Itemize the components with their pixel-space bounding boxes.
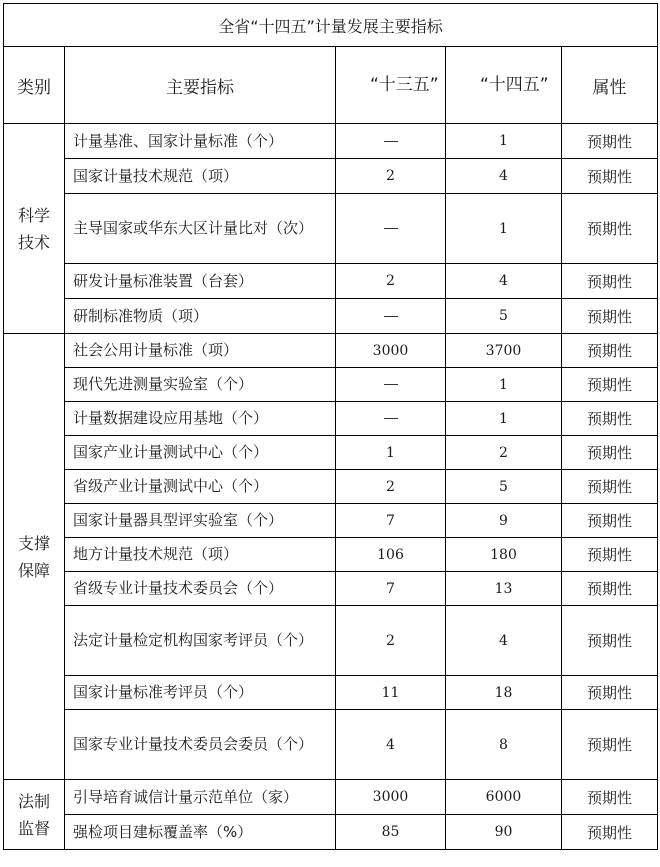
indicator-cell: 省级产业计量测试中心（个） bbox=[65, 470, 336, 504]
indicator-cell: 计量基准、国家计量标准（个） bbox=[65, 124, 336, 159]
table-row bbox=[4, 470, 658, 504]
plan14-cell: 13 bbox=[446, 572, 562, 606]
indicator-cell: 国家计量技术规范（项） bbox=[65, 159, 336, 194]
plan13-cell: 106 bbox=[336, 538, 446, 572]
plan14-cell: 8 bbox=[446, 710, 562, 780]
category-cell bbox=[4, 780, 65, 850]
table-row bbox=[4, 124, 658, 159]
attribute-cell: 预期性 bbox=[562, 368, 658, 402]
table-row bbox=[4, 606, 658, 676]
plan13-cell: 2 bbox=[336, 606, 446, 676]
table-row bbox=[4, 676, 658, 710]
table-row bbox=[4, 504, 658, 538]
plan13-cell: 3000 bbox=[336, 780, 446, 815]
plan13-cell bbox=[336, 402, 446, 436]
plan14-cell: 4 bbox=[446, 264, 562, 299]
indicator-cell: 国家产业计量测试中心（个） bbox=[65, 436, 336, 470]
dash-mark bbox=[384, 141, 398, 142]
plan13-cell: 4 bbox=[336, 710, 446, 780]
attribute-cell: 预期性 bbox=[562, 538, 658, 572]
plan13-cell bbox=[336, 194, 446, 264]
table-row bbox=[4, 402, 658, 436]
plan14-cell: 3700 bbox=[446, 334, 562, 368]
attribute-cell: 预期性 bbox=[562, 402, 658, 436]
attribute-cell: 预期性 bbox=[562, 606, 658, 676]
dash-mark bbox=[384, 228, 398, 229]
indicator-cell: 计量数据建设应用基地（个） bbox=[65, 402, 336, 436]
attribute-cell: 预期性 bbox=[562, 334, 658, 368]
plan13-cell: 2 bbox=[336, 470, 446, 504]
category-label: 技术 bbox=[17, 232, 50, 252]
table-row bbox=[4, 815, 658, 850]
attribute-cell: 预期性 bbox=[562, 194, 658, 264]
plan13-cell: 11 bbox=[336, 676, 446, 710]
indicator-cell: 研发计量标准装置（台套） bbox=[65, 264, 336, 299]
attribute-cell: 预期性 bbox=[562, 815, 658, 850]
attribute-cell: 预期性 bbox=[562, 676, 658, 710]
plan14-cell: 6000 bbox=[446, 780, 562, 815]
table-title: 全省“十四五”计量发展主要指标 bbox=[4, 4, 658, 47]
header-indicator: 主要指标 bbox=[65, 47, 336, 124]
header-category: 类别 bbox=[4, 47, 65, 124]
indicator-cell: 省级专业计量技术委员会（个） bbox=[65, 572, 336, 606]
plan13-cell: 85 bbox=[336, 815, 446, 850]
attribute-cell: 预期性 bbox=[562, 124, 658, 159]
indicator-cell: 法定计量检定机构国家考评员（个） bbox=[65, 606, 336, 676]
plan13-cell bbox=[336, 368, 446, 402]
header-attribute: 属性 bbox=[562, 47, 658, 124]
plan14-cell: 1 bbox=[446, 368, 562, 402]
attribute-cell: 预期性 bbox=[562, 299, 658, 334]
table-row bbox=[4, 194, 658, 264]
attribute-cell: 预期性 bbox=[562, 504, 658, 538]
attribute-cell: 预期性 bbox=[562, 572, 658, 606]
indicator-cell: 社会公用计量标准（项） bbox=[65, 334, 336, 368]
category-label: 支撑 bbox=[17, 533, 50, 553]
plan14-cell: 1 bbox=[446, 402, 562, 436]
indicators-table bbox=[3, 3, 658, 850]
plan14-cell: 5 bbox=[446, 470, 562, 504]
dash-mark bbox=[384, 316, 398, 317]
plan13-cell bbox=[336, 124, 446, 159]
table-row bbox=[4, 436, 658, 470]
indicator-cell: 现代先进测量实验室（个） bbox=[65, 368, 336, 402]
plan14-cell: 5 bbox=[446, 299, 562, 334]
plan14-cell: 1 bbox=[446, 194, 562, 264]
table-row bbox=[4, 368, 658, 402]
indicator-cell: 强检项目建标覆盖率（%） bbox=[65, 815, 336, 850]
plan13-cell: 2 bbox=[336, 159, 446, 194]
plan14-cell: 4 bbox=[446, 606, 562, 676]
plan14-cell: 4 bbox=[446, 159, 562, 194]
indicator-cell: 国家计量标准考评员（个） bbox=[65, 676, 336, 710]
plan13-cell: 7 bbox=[336, 504, 446, 538]
plan14-cell: 2 bbox=[446, 436, 562, 470]
table-row bbox=[4, 710, 658, 780]
category-cell bbox=[4, 334, 65, 780]
header-row bbox=[4, 47, 658, 124]
plan13-cell bbox=[336, 299, 446, 334]
attribute-cell: 预期性 bbox=[562, 470, 658, 504]
category-label: 科学 bbox=[17, 205, 50, 225]
plan14-cell: 180 bbox=[446, 538, 562, 572]
header-plan13: “十三五” bbox=[336, 47, 446, 124]
table-row bbox=[4, 538, 658, 572]
plan14-cell: 9 bbox=[446, 504, 562, 538]
attribute-cell: 预期性 bbox=[562, 780, 658, 815]
attribute-cell: 预期性 bbox=[562, 264, 658, 299]
plan13-cell: 3000 bbox=[336, 334, 446, 368]
category-label: 法制 bbox=[17, 791, 50, 811]
attribute-cell: 预期性 bbox=[562, 159, 658, 194]
indicator-cell: 研制标准物质（项） bbox=[65, 299, 336, 334]
indicator-cell: 国家计量器具型评实验室（个） bbox=[65, 504, 336, 538]
attribute-cell: 预期性 bbox=[562, 710, 658, 780]
dash-mark bbox=[384, 384, 398, 385]
table-row bbox=[4, 780, 658, 815]
plan13-cell: 1 bbox=[336, 436, 446, 470]
indicator-cell: 主导国家或华东大区计量比对（次） bbox=[65, 194, 336, 264]
indicator-cell: 引导培育诚信计量示范单位（家） bbox=[65, 780, 336, 815]
table-row bbox=[4, 159, 658, 194]
plan14-cell: 18 bbox=[446, 676, 562, 710]
header-plan14: “十四五” bbox=[446, 47, 562, 124]
plan13-cell: 2 bbox=[336, 264, 446, 299]
indicator-cell: 地方计量技术规范（项） bbox=[65, 538, 336, 572]
dash-mark bbox=[384, 418, 398, 419]
category-label: 保障 bbox=[17, 560, 50, 580]
table-row bbox=[4, 299, 658, 334]
table-row bbox=[4, 264, 658, 299]
category-label: 监督 bbox=[17, 818, 50, 838]
plan14-cell: 90 bbox=[446, 815, 562, 850]
table-row bbox=[4, 334, 658, 368]
plan13-cell: 7 bbox=[336, 572, 446, 606]
table-row bbox=[4, 572, 658, 606]
attribute-cell: 预期性 bbox=[562, 436, 658, 470]
category-cell bbox=[4, 124, 65, 334]
indicator-cell: 国家专业计量技术委员会委员（个） bbox=[65, 710, 336, 780]
plan14-cell: 1 bbox=[446, 124, 562, 159]
